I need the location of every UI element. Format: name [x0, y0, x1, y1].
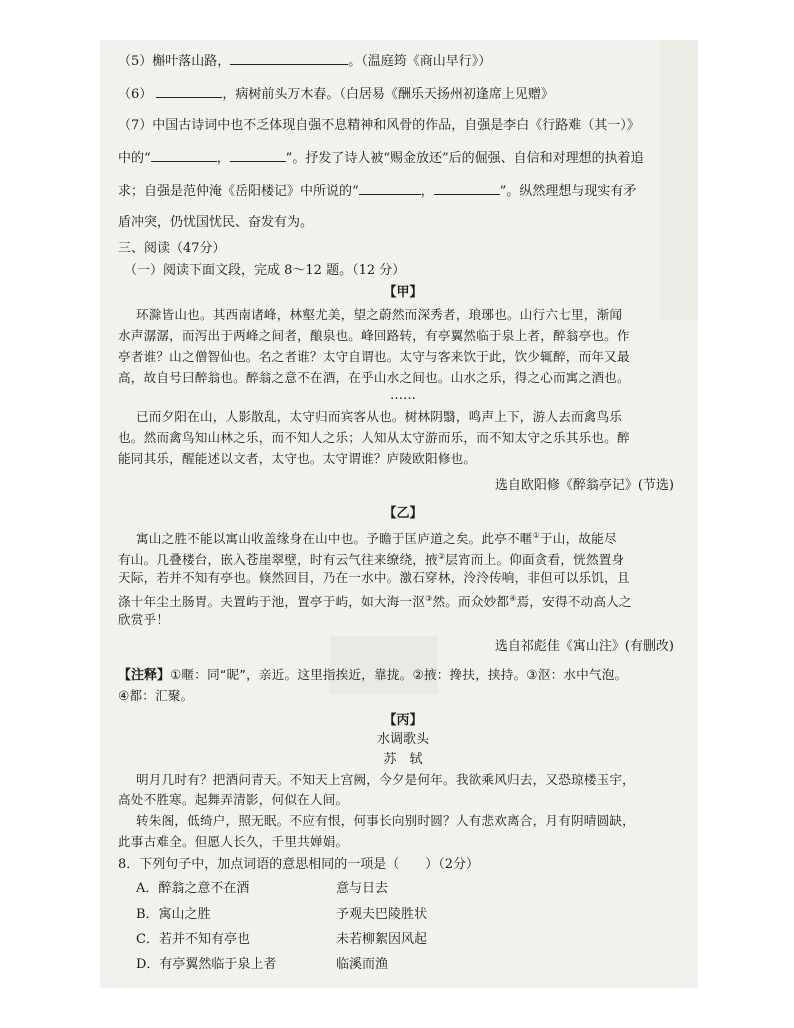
yi-l4-text-b: 然。而众妙都 [432, 594, 510, 610]
bing-label: 【丙】 [383, 713, 423, 728]
note-ref-1: ① [532, 531, 540, 540]
q7-blank-3[interactable] [359, 182, 421, 195]
q8-option-c[interactable]: C．若并不知有亭也 [136, 932, 250, 947]
yi-line-4 [118, 590, 688, 611]
yi-l2-text-b: 层宵而上。仰面贪看，恍然置身 [445, 552, 625, 568]
q7-blank-2[interactable] [230, 149, 286, 162]
notes-label: 【注释】 [118, 668, 171, 683]
poem-line-3: 转朱阁，低绮户，照无眠。不应有恨，何事长向别时圆？人有悲欢离合，月有阴晴圆缺， [136, 813, 635, 828]
q6-line [118, 85, 688, 104]
yi-line-5: 欣赏乎！ [118, 612, 170, 627]
q7-l3-suffix: ”。纵然理想与现实有矛 [499, 184, 637, 199]
yi-line-3: 天际，若并不知有亭也。倏然回目，乃在一水中。激石穿林，泠泠传响，非但可以乐饥，且 [118, 570, 630, 585]
q8-option-b[interactable]: B．寓山之胜 [136, 907, 211, 922]
poem-line-4: 此事古难全。但愿人长久，千里共婵娟。 [118, 834, 349, 849]
notes-text-1: ①暱：同“昵”，亲近。这里指挨近，靠拢。②掖：搀扶，挟持。③沤：水中气泡。 [170, 667, 628, 682]
section-subtitle: （一）阅读下面文段，完成 8～12 题。（12 分） [124, 263, 406, 278]
q7-blank-4[interactable] [434, 182, 500, 195]
q8-option-d-right: 临溪而渔 [336, 957, 389, 972]
yi-l4-text-c: 焉，安得不动高人之 [516, 594, 632, 610]
jia-line-4: 高，故自号曰醉翁也。醉翁之意不在酒，在乎山水之间也。山水之乐，得之心而寓之酒也。 [118, 370, 630, 385]
note-ref-3: ③ [425, 594, 433, 603]
yi-l1-text-b: 于山，故能尽 [539, 531, 617, 547]
jia-line-2: 水声潺潺，而泻出于两峰之间者，酿泉也。峰回路转，有亭翼然临于泉上者，醉翁亭也。作 [118, 328, 630, 343]
jia-line-3: 亭者谁？山之僧智仙也。名之者谁？太守自谓也。太守与客来饮于此，饮少辄醉，而年又最 [118, 349, 630, 364]
jia-label: 【甲】 [383, 285, 423, 300]
q7-l3-comma: ， [420, 184, 434, 199]
q8-option-a-right: 意与日去 [336, 881, 389, 896]
poem-title: 水调歌头 [376, 732, 429, 747]
note-ref-2: ② [437, 552, 446, 561]
jia-line-6: 也。然而禽鸟知山林之乐，而不知人之乐；人知从太守游而乐，而不知太守之乐其乐也。醉 [118, 430, 630, 445]
q7-line-3 [118, 182, 688, 201]
q6-prefix: （6） [118, 87, 153, 102]
q8-option-b-right: 予观夫巴陵胜状 [336, 907, 428, 922]
q5-prefix: （5）槲叶落山路， [118, 54, 231, 69]
q7-l3-prefix: 求；自强是范仲淹《岳阳楼记》中所说的“ [118, 184, 359, 199]
q7-blank-1[interactable] [151, 149, 217, 162]
q8-option-d[interactable]: D．有亭翼然临于泉上者 [136, 957, 277, 972]
yi-line-1 [136, 527, 706, 548]
poem-author: 苏 轼 [383, 752, 423, 767]
poem-line-1: 明月几时有？把酒问青天。不知天上宫阙，今夕是何年。我欲乘风归去，又恐琼楼玉宇， [136, 772, 635, 787]
q6-suffix: ，病树前头万木春。（白居易《酬乐天扬州初逢席上见赠》 [222, 87, 554, 102]
q8-option-c-right: 未若柳絮因风起 [336, 932, 428, 947]
q7-l2-comma: ， [216, 151, 230, 166]
jia-line-1: 环滁皆山也。其西南诸峰，林壑尤美，望之蔚然而深秀者，琅琊也。山行六七里，渐闻 [136, 307, 623, 322]
jia-line-7: 能同其乐，醒能述以文者，太守也。太守谓谁？庐陵欧阳修也。 [118, 451, 477, 466]
yi-l2-text: 有山。几叠楼台，嵌入苍崖翠壁，时有云气往来缭绕，掖 [118, 552, 438, 568]
yi-source: 选自祁彪佳《寓山注》(有删改) [494, 639, 674, 654]
notes-line-1 [118, 666, 688, 685]
jia-ellipsis: …… [390, 388, 416, 403]
note-ref-4: ④ [509, 594, 517, 603]
q7-line-2 [118, 149, 688, 168]
q7-line-4: 盾冲突，仍忧国忧民、奋发有为。 [118, 215, 314, 230]
notes-line-2: ④都：汇聚。 [118, 688, 194, 703]
q8-option-a[interactable]: A．醉翁之意不在酒 [136, 881, 250, 896]
q5-line [118, 52, 688, 71]
q6-blank[interactable] [156, 85, 222, 98]
q7-l2-suffix: ”。抒发了诗人被“赐金放还”后的倔强、自信和对理想的执着追 [285, 151, 644, 166]
yi-l1-text: 寓山之胜不能以寓山收盖缘身在山中也。予瞻于匡庐道之矣。此亭不暱 [136, 531, 533, 547]
poem-line-2: 高处不胜寒。起舞弄清影，何似在人间。 [118, 792, 349, 807]
q5-blank[interactable] [230, 52, 348, 65]
yi-label: 【乙】 [383, 506, 423, 521]
q8-stem: 8．下列句子中，加点词语的意思相同的一项是（ ）（2分） [118, 857, 480, 872]
jia-source: 选自欧阳修《醉翁亭记》(节选) [494, 478, 674, 493]
section-title: 三、阅读（47分） [118, 241, 226, 256]
q7-l2-prefix: 中的“ [118, 151, 151, 166]
q7-line-1: （7）中国古诗词中也不乏体现自强不息精神和风骨的作品，自强是李白《行路难（其一）》 [118, 118, 640, 133]
jia-line-5: 已而夕阳在山，人影散乱，太守归而宾客从也。树林阴翳，鸣声上下，游人去而禽鸟乐 [136, 409, 623, 424]
q5-suffix: 。（温庭筠《商山早行》） [348, 54, 492, 69]
yi-line-2 [118, 548, 688, 569]
yi-l4-text: 涤十年尘土肠胃。夫置屿于池，置亭于屿，如大海一沤 [118, 594, 426, 610]
